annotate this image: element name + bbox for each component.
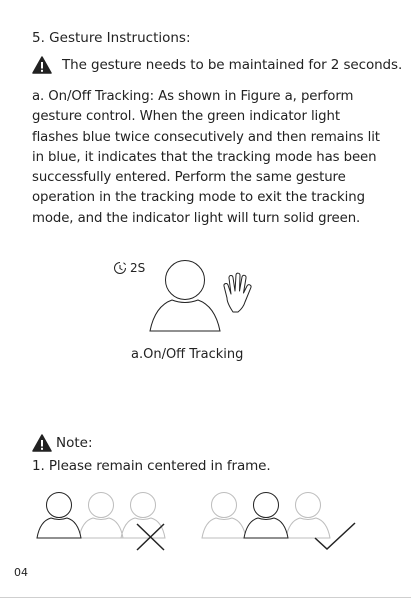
open-hand-icon — [218, 272, 264, 314]
section-heading: 5. Gesture Instructions: — [32, 30, 191, 46]
instruction-paragraph — [32, 87, 382, 229]
warning-icon — [32, 56, 52, 74]
person-icon — [121, 493, 165, 539]
paragraph-line: a. On/Off Tracking: As shown in Figure a, perform — [32, 89, 354, 104]
person-icon — [37, 493, 81, 539]
timer-indicator — [113, 261, 145, 275]
page-number: 04 — [14, 566, 28, 579]
correct-framing-illustration — [198, 488, 358, 554]
timer-label: 2S — [130, 261, 146, 275]
cross-mark-icon — [137, 524, 164, 550]
page-bottom-divider — [0, 597, 411, 598]
check-mark-icon — [315, 523, 355, 549]
paragraph-line: in blue, it indicates that the tracking mode has been — [32, 149, 377, 165]
warning-icon — [32, 434, 52, 452]
timer-icon — [113, 261, 127, 275]
person-icon — [244, 493, 288, 539]
person-icon — [145, 258, 225, 334]
incorrect-framing-illustration — [34, 488, 176, 554]
paragraph-line: mode, and the indicator light will turn solid green. — [32, 210, 361, 226]
note-row — [32, 434, 93, 452]
note-label: Note: — [56, 435, 93, 451]
paragraph-line: flashes blue twice consecutively and then remains lit — [32, 129, 380, 145]
paragraph-line: gesture control. When the green indicator light — [32, 109, 340, 125]
paragraph-line: successfully entered. Perform the same gesture — [32, 170, 346, 186]
person-icon — [79, 493, 123, 539]
warning-row — [32, 56, 402, 74]
figure-caption: a.On/Off Tracking — [131, 347, 244, 362]
person-icon — [286, 493, 330, 539]
warning-text: The gesture needs to be maintained for 2 seconds. — [62, 57, 403, 73]
paragraph-line: operation in the tracking mode to exit the tracking — [32, 190, 365, 206]
person-icon — [202, 493, 246, 539]
note-rule: 1. Please remain centered in frame. — [32, 458, 271, 474]
